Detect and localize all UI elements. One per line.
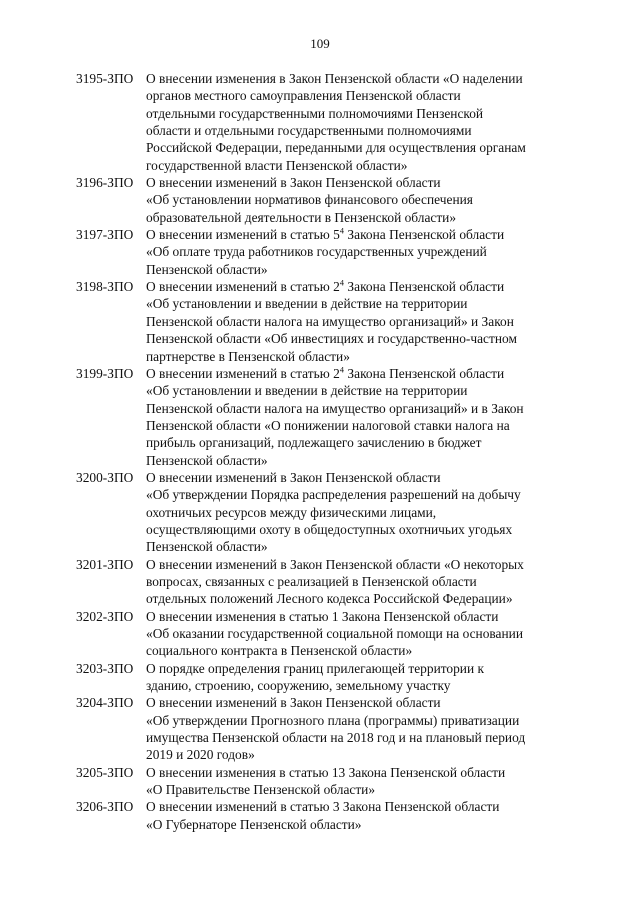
- law-list: [76, 70, 596, 833]
- law-title-line: О внесении изменений в статью $5^4$ Закона Пензенской области: [146, 225, 505, 243]
- law-title-line: осуществляющими охоту в общедоступных охотничьих угодьях: [146, 521, 513, 537]
- law-title-line: охотничьих ресурсов между физическими лицами,: [146, 504, 437, 520]
- law-title-line: Пензенской области «Об инвестициях и государственно-частном: [146, 331, 517, 347]
- list-item: [76, 608, 596, 660]
- law-number: 3195-ЗПО: [76, 71, 134, 86]
- law-number: 3201-ЗПО: [76, 556, 134, 572]
- law-title-line: «Об установлении нормативов финансового обеспечения: [146, 192, 473, 208]
- law-number: 3202-ЗПО: [76, 608, 134, 624]
- law-title-line: вопросах, связанных с реализацией в Пензенской области: [146, 573, 477, 589]
- list-item: [76, 556, 596, 608]
- law-title-line: О порядке определения границ прилегающей территории к: [146, 660, 484, 676]
- law-title-line: прибыль организаций, подлежащего зачислению в бюджет: [146, 435, 482, 451]
- law-number: 3205-ЗПО: [76, 764, 134, 780]
- law-title-line: «Об оплате труда работников государственных учреждений: [146, 244, 487, 260]
- law-title-line: «Об утверждении Порядка распределения разрешений на добычу: [146, 487, 521, 503]
- law-title: [146, 608, 596, 660]
- law-title-line: 2019 и 2020 годов»: [146, 747, 255, 763]
- law-title-line: О внесении изменений в статью $2^4$ Закона Пензенской области: [146, 364, 505, 381]
- law-title-line: «Об утверждении Прогнозного плана (программы) приватизации: [146, 712, 520, 728]
- law-title-line: государственной власти Пензенской области»: [146, 157, 408, 173]
- law-title-line: О внесении изменений в Закон Пензенской области: [146, 175, 441, 191]
- law-title-line: О внесении изменений в Закон Пензенской области: [146, 469, 441, 485]
- law-title-line: зданию, строению, сооружению, земельному участку: [146, 678, 451, 694]
- page-number: 109: [310, 36, 330, 51]
- law-title-line: социального контракта в Пензенской области»: [146, 643, 413, 659]
- list-item: [76, 469, 596, 556]
- law-title-line: образовательной деятельности в Пензенской области»: [146, 209, 457, 225]
- law-title-line: Пензенской области»: [146, 539, 268, 555]
- law-title-line: отдельных положений Лесного кодекса Российской Федерации»: [146, 591, 513, 607]
- law-title: [146, 694, 596, 763]
- law-title: [146, 226, 596, 278]
- law-title: [146, 660, 596, 695]
- law-title-line: Пензенской области налога на имущество организаций» и в Закон: [146, 400, 524, 416]
- list-item: [76, 365, 596, 469]
- law-title: [146, 365, 596, 469]
- law-number: 3200-ЗПО: [76, 469, 134, 485]
- law-title: [146, 798, 596, 833]
- list-item: [76, 798, 596, 833]
- law-title-line: Российской Федерации, переданными для осуществления органам: [146, 140, 526, 156]
- law-title-line: «Об оказании государственной социальной помощи на основании: [146, 626, 524, 641]
- law-title-line: области и отдельными государственными полномочиями: [146, 123, 472, 139]
- law-title-line: О внесении изменения в Закон Пензенской области «О наделении: [146, 71, 523, 86]
- law-title-line: органов местного самоуправления Пензенской области: [146, 88, 461, 104]
- law-number: 3196-ЗПО: [76, 175, 134, 191]
- law-title-line: Пензенской области»: [146, 452, 268, 468]
- law-title-line: Пензенской области налога на имущество организаций» и Закон: [146, 313, 514, 329]
- law-number: 3198-ЗПО: [76, 279, 134, 295]
- law-title: [146, 174, 596, 226]
- law-title: [146, 278, 596, 365]
- list-item: [76, 278, 596, 365]
- law-title-line: «Об установлении и введении в действие на территории: [146, 383, 468, 399]
- list-item: [76, 70, 596, 174]
- list-item: [76, 174, 596, 226]
- law-title-line: Пензенской области «О понижении налоговой ставки налога на: [146, 417, 510, 433]
- law-title-line: «О Губернаторе Пензенской области»: [146, 816, 362, 832]
- law-number: 3197-ЗПО: [76, 227, 134, 243]
- law-title: [146, 469, 596, 556]
- list-item: [76, 660, 596, 695]
- law-title-line: партнерстве в Пензенской области»: [146, 348, 350, 364]
- law-title: [146, 70, 596, 174]
- list-item: [76, 764, 596, 799]
- law-number: 3199-ЗПО: [76, 365, 134, 381]
- law-title-line: О внесении изменения в статью 1 Закона Пензенской области: [146, 608, 499, 624]
- law-title-line: О внесении изменения в статью 13 Закона Пензенской области: [146, 764, 506, 780]
- law-number: 3204-ЗПО: [76, 695, 134, 711]
- law-title-line: «Об установлении и введении в действие на территории: [146, 296, 468, 312]
- law-title: [146, 556, 596, 608]
- law-number: 3206-ЗПО: [76, 799, 134, 815]
- law-title-line: имущества Пензенской области на 2018 год и на плановый период: [146, 730, 526, 746]
- law-title-line: О внесении изменений в статью 3 Закона Пензенской области: [146, 799, 500, 815]
- law-title: [146, 764, 596, 799]
- law-title-line: Пензенской области»: [146, 261, 268, 277]
- list-item: [76, 694, 596, 763]
- law-title-line: отдельными государственными полномочиями Пензенской: [146, 105, 484, 121]
- law-title-line: О внесении изменений в Закон Пензенской области «О некоторых: [146, 556, 524, 572]
- law-title-line: О внесении изменений в статью $2^4$ Закона Пензенской области: [146, 277, 505, 295]
- law-title-line: «О Правительстве Пензенской области»: [146, 782, 376, 798]
- law-title-line: О внесении изменений в Закон Пензенской области: [146, 695, 441, 711]
- law-number: 3203-ЗПО: [76, 660, 134, 676]
- list-item: [76, 226, 596, 278]
